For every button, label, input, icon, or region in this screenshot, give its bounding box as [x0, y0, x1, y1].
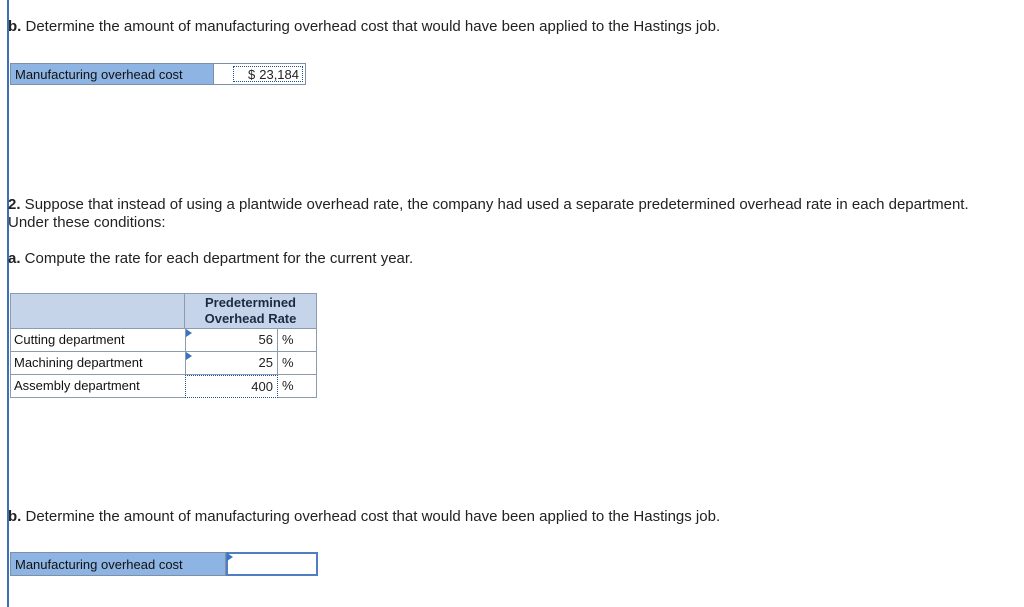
question-2: [8, 196, 1008, 232]
rate-input-assembly[interactable]: [185, 375, 278, 398]
input-flag-icon: [186, 352, 192, 360]
percent-unit: %: [278, 375, 317, 398]
department-name: Cutting department: [10, 329, 185, 352]
question-2a-text: Compute the rate for each department for the current year.: [20, 250, 414, 267]
overhead-cost-field-1b[interactable]: [214, 63, 306, 85]
rate-value: 25: [258, 355, 273, 370]
answer-label-2b: Manufacturing overhead cost: [10, 552, 226, 576]
question-2b-text: Determine the amount of manufacturing overhead cost that would have been applied to the Hastings job.: [21, 508, 721, 525]
question-2-text: Suppose that instead of using a plantwide overhead rate, the company had used a separate predetermined overhead rate in each department. Under these conditions:: [8, 196, 969, 231]
table-row: [10, 375, 317, 398]
question-2b: [8, 508, 720, 526]
percent-unit: %: [278, 329, 317, 352]
question-2a-prefix: a.: [8, 250, 21, 267]
rate-value: 56: [258, 332, 273, 347]
answer-row-2b: [10, 552, 318, 574]
question-2-prefix: 2.: [8, 196, 21, 213]
question-1b-prefix: b.: [8, 18, 22, 35]
rate-value: 400: [251, 379, 273, 394]
rates-table-header: [10, 293, 317, 329]
table-row: [10, 352, 317, 375]
rates-header-line2: Overhead Rate: [204, 311, 297, 326]
rates-header-column: [185, 293, 317, 329]
rates-header-line1: Predetermined: [204, 295, 297, 310]
department-name: Assembly department: [10, 375, 185, 398]
rates-header-blank: [10, 293, 185, 329]
overhead-cost-field-2b[interactable]: [226, 552, 318, 576]
overhead-cost-value: 23,184: [259, 67, 299, 82]
table-row: [10, 329, 317, 352]
input-flag-icon: [227, 553, 233, 561]
answer-label-1b: Manufacturing overhead cost: [10, 63, 214, 85]
question-2a: [8, 250, 413, 268]
answer-row-1b: [10, 63, 306, 85]
department-name: Machining department: [10, 352, 185, 375]
question-2b-prefix: b.: [8, 508, 22, 525]
department-rates-table: [10, 293, 317, 398]
percent-unit: %: [278, 352, 317, 375]
currency-symbol: $: [248, 67, 256, 82]
input-flag-icon: [186, 329, 192, 337]
question-1b-text: Determine the amount of manufacturing overhead cost that would have been applied to the Hastings job.: [21, 18, 721, 35]
rate-input-cutting[interactable]: [185, 329, 278, 352]
rate-input-machining[interactable]: [185, 352, 278, 375]
question-1b: [8, 18, 720, 36]
